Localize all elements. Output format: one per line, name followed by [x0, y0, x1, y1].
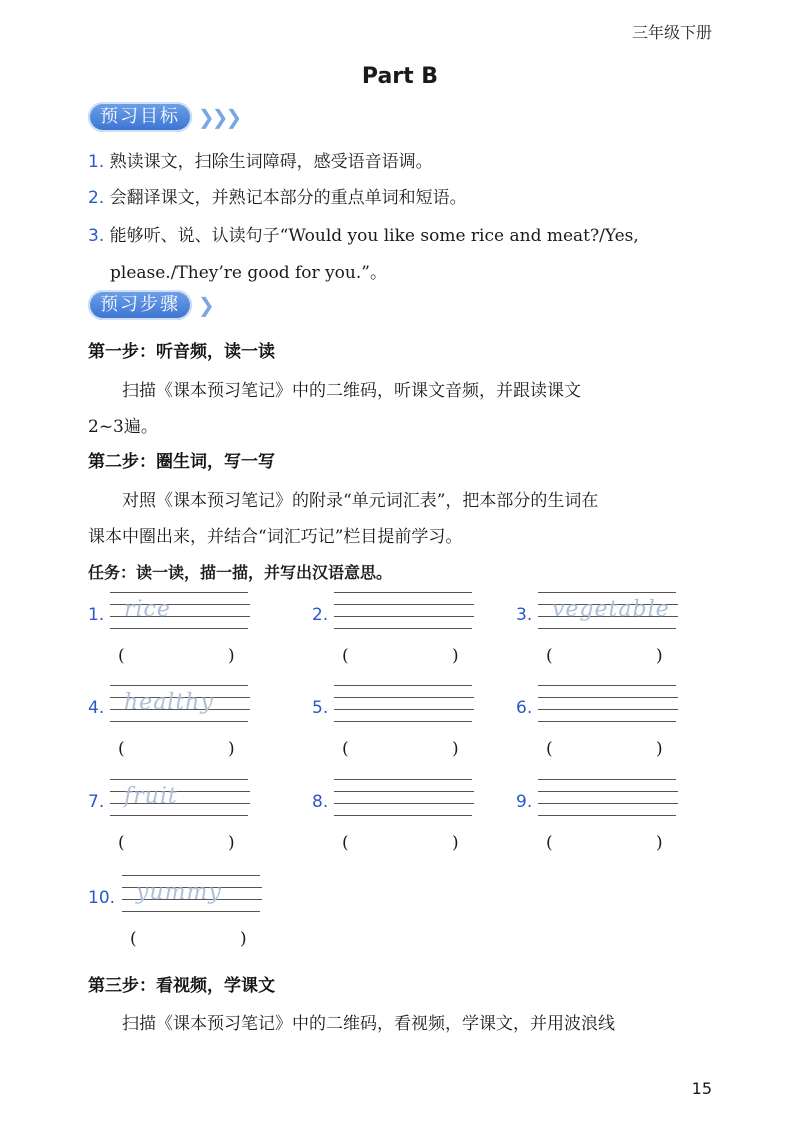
meaning-answer-blank[interactable]	[142, 927, 232, 951]
meaning-paren-close: )	[656, 739, 663, 759]
preview-goals-label: 预习目标	[88, 102, 192, 132]
word-item	[88, 681, 260, 765]
word-item	[312, 775, 484, 859]
writing-line	[538, 815, 676, 816]
goal-number: 2.	[88, 188, 105, 208]
trace-word[interactable]: vegetable	[552, 597, 670, 622]
step2-text-line1: 对照《课本预习笔记》的附录“单元词汇表”，把本部分的生词在	[122, 491, 599, 511]
step2-task: 任务：读一读，描一描，并写出汉语意思。	[88, 563, 393, 582]
meaning-paren-close: )	[656, 833, 663, 853]
goal-item-3-continued: please./They’re good for you.”。	[110, 263, 387, 283]
meaning-answer-blank[interactable]	[354, 737, 444, 761]
writing-line	[334, 803, 474, 804]
writing-line	[110, 815, 248, 816]
writing-line	[334, 685, 472, 686]
word-number: 3.	[516, 605, 533, 625]
chevron-icon: ❯	[198, 293, 212, 317]
writing-line	[538, 803, 678, 804]
preview-steps-badge	[88, 290, 212, 320]
word-number: 7.	[88, 792, 105, 812]
word-number: 8.	[312, 792, 329, 812]
goal-text: 会翻译课文，并熟记本部分的重点单词和短语。	[109, 188, 467, 208]
goal-text: 能够听、说、认读句子“Would you like some rice and meat?/Yes,	[109, 226, 639, 246]
writing-line	[334, 815, 472, 816]
writing-line	[538, 592, 676, 593]
writing-line	[538, 628, 676, 629]
writing-line	[334, 604, 474, 605]
word-number: 9.	[516, 792, 533, 812]
goal-item-2	[88, 183, 467, 208]
goal-item-3	[88, 221, 728, 246]
word-item	[516, 681, 688, 765]
goal-number: 1.	[88, 152, 105, 172]
meaning-answer-blank[interactable]	[130, 644, 220, 668]
writing-line	[334, 709, 474, 710]
meaning-paren-open: (	[118, 646, 125, 666]
word-item	[312, 588, 484, 672]
meaning-paren-open: (	[546, 833, 553, 853]
writing-line	[538, 779, 676, 780]
step1-text-line2: 2~3遍。	[88, 417, 158, 437]
meaning-answer-blank[interactable]	[130, 737, 220, 761]
meaning-paren-open: (	[342, 833, 349, 853]
writing-line	[122, 875, 260, 876]
meaning-answer-blank[interactable]	[354, 644, 444, 668]
word-item	[516, 775, 688, 859]
meaning-answer-blank[interactable]	[558, 644, 648, 668]
meaning-paren-open: (	[546, 646, 553, 666]
trace-word[interactable]: rice	[124, 597, 171, 622]
meaning-paren-open: (	[342, 739, 349, 759]
meaning-paren-close: )	[228, 646, 235, 666]
writing-line	[110, 592, 248, 593]
meaning-paren-open: (	[130, 929, 137, 949]
meaning-paren-open: (	[118, 739, 125, 759]
meaning-paren-open: (	[546, 739, 553, 759]
page-title: Part B	[361, 64, 439, 89]
meaning-paren-close: )	[452, 739, 459, 759]
writing-line	[110, 721, 248, 722]
word-number: 4.	[88, 698, 105, 718]
step2-heading: 第二步：圈生词，写一写	[88, 452, 275, 472]
step1-heading: 第一步：听音频，读一读	[88, 342, 275, 362]
grade-label: 三年级下册	[631, 23, 712, 42]
meaning-paren-close: )	[240, 929, 247, 949]
writing-line	[538, 721, 676, 722]
trace-word[interactable]: healthy	[124, 690, 214, 715]
goal-text: 熟读课文，扫除生词障碍，感受语音语调。	[109, 152, 433, 172]
meaning-answer-blank[interactable]	[558, 737, 648, 761]
meaning-paren-open: (	[342, 646, 349, 666]
writing-line	[538, 685, 676, 686]
step1-text-line1: 扫描《课本预习笔记》中的二维码，听课文音频，并跟读课文	[122, 381, 581, 401]
trace-word[interactable]: yummy	[136, 880, 222, 905]
meaning-answer-blank[interactable]	[354, 831, 444, 855]
meaning-answer-blank[interactable]	[130, 831, 220, 855]
goal-number: 3.	[88, 226, 105, 246]
goal-item-1	[88, 147, 433, 172]
meaning-paren-open: (	[118, 833, 125, 853]
writing-line	[538, 697, 678, 698]
meaning-answer-blank[interactable]	[558, 831, 648, 855]
meaning-paren-close: )	[452, 646, 459, 666]
writing-line	[538, 791, 678, 792]
word-item	[88, 775, 260, 859]
page-number: 15	[691, 1079, 712, 1098]
word-item	[88, 871, 272, 955]
writing-line	[334, 592, 472, 593]
writing-line	[110, 779, 248, 780]
trace-word[interactable]: fruit	[124, 784, 178, 809]
writing-line	[334, 628, 472, 629]
preview-goals-badge	[88, 102, 239, 132]
writing-line	[334, 697, 474, 698]
word-number: 5.	[312, 698, 329, 718]
writing-line	[110, 685, 248, 686]
word-item	[88, 588, 260, 672]
word-number: 10.	[88, 888, 116, 908]
word-item	[516, 588, 688, 672]
writing-line	[538, 709, 678, 710]
step2-text-line2: 课本中圈出来，并结合“词汇巧记”栏目提前学习。	[88, 527, 463, 547]
word-number: 6.	[516, 698, 533, 718]
word-number: 2.	[312, 605, 329, 625]
writing-line	[334, 721, 472, 722]
writing-line	[334, 779, 472, 780]
double-chevron-icon: ❯❯❯	[198, 105, 240, 129]
meaning-paren-close: )	[656, 646, 663, 666]
meaning-paren-close: )	[228, 833, 235, 853]
meaning-paren-close: )	[452, 833, 459, 853]
step3-heading: 第三步：看视频，学课文	[88, 976, 275, 996]
meaning-paren-close: )	[228, 739, 235, 759]
word-item	[312, 681, 484, 765]
writing-line	[110, 628, 248, 629]
writing-line	[334, 616, 474, 617]
writing-line	[334, 791, 474, 792]
word-number: 1.	[88, 605, 105, 625]
preview-steps-label: 预习步骤	[88, 290, 192, 320]
step3-text-line1: 扫描《课本预习笔记》中的二维码，看视频，学课文，并用波浪线	[122, 1014, 615, 1034]
writing-line	[122, 911, 260, 912]
